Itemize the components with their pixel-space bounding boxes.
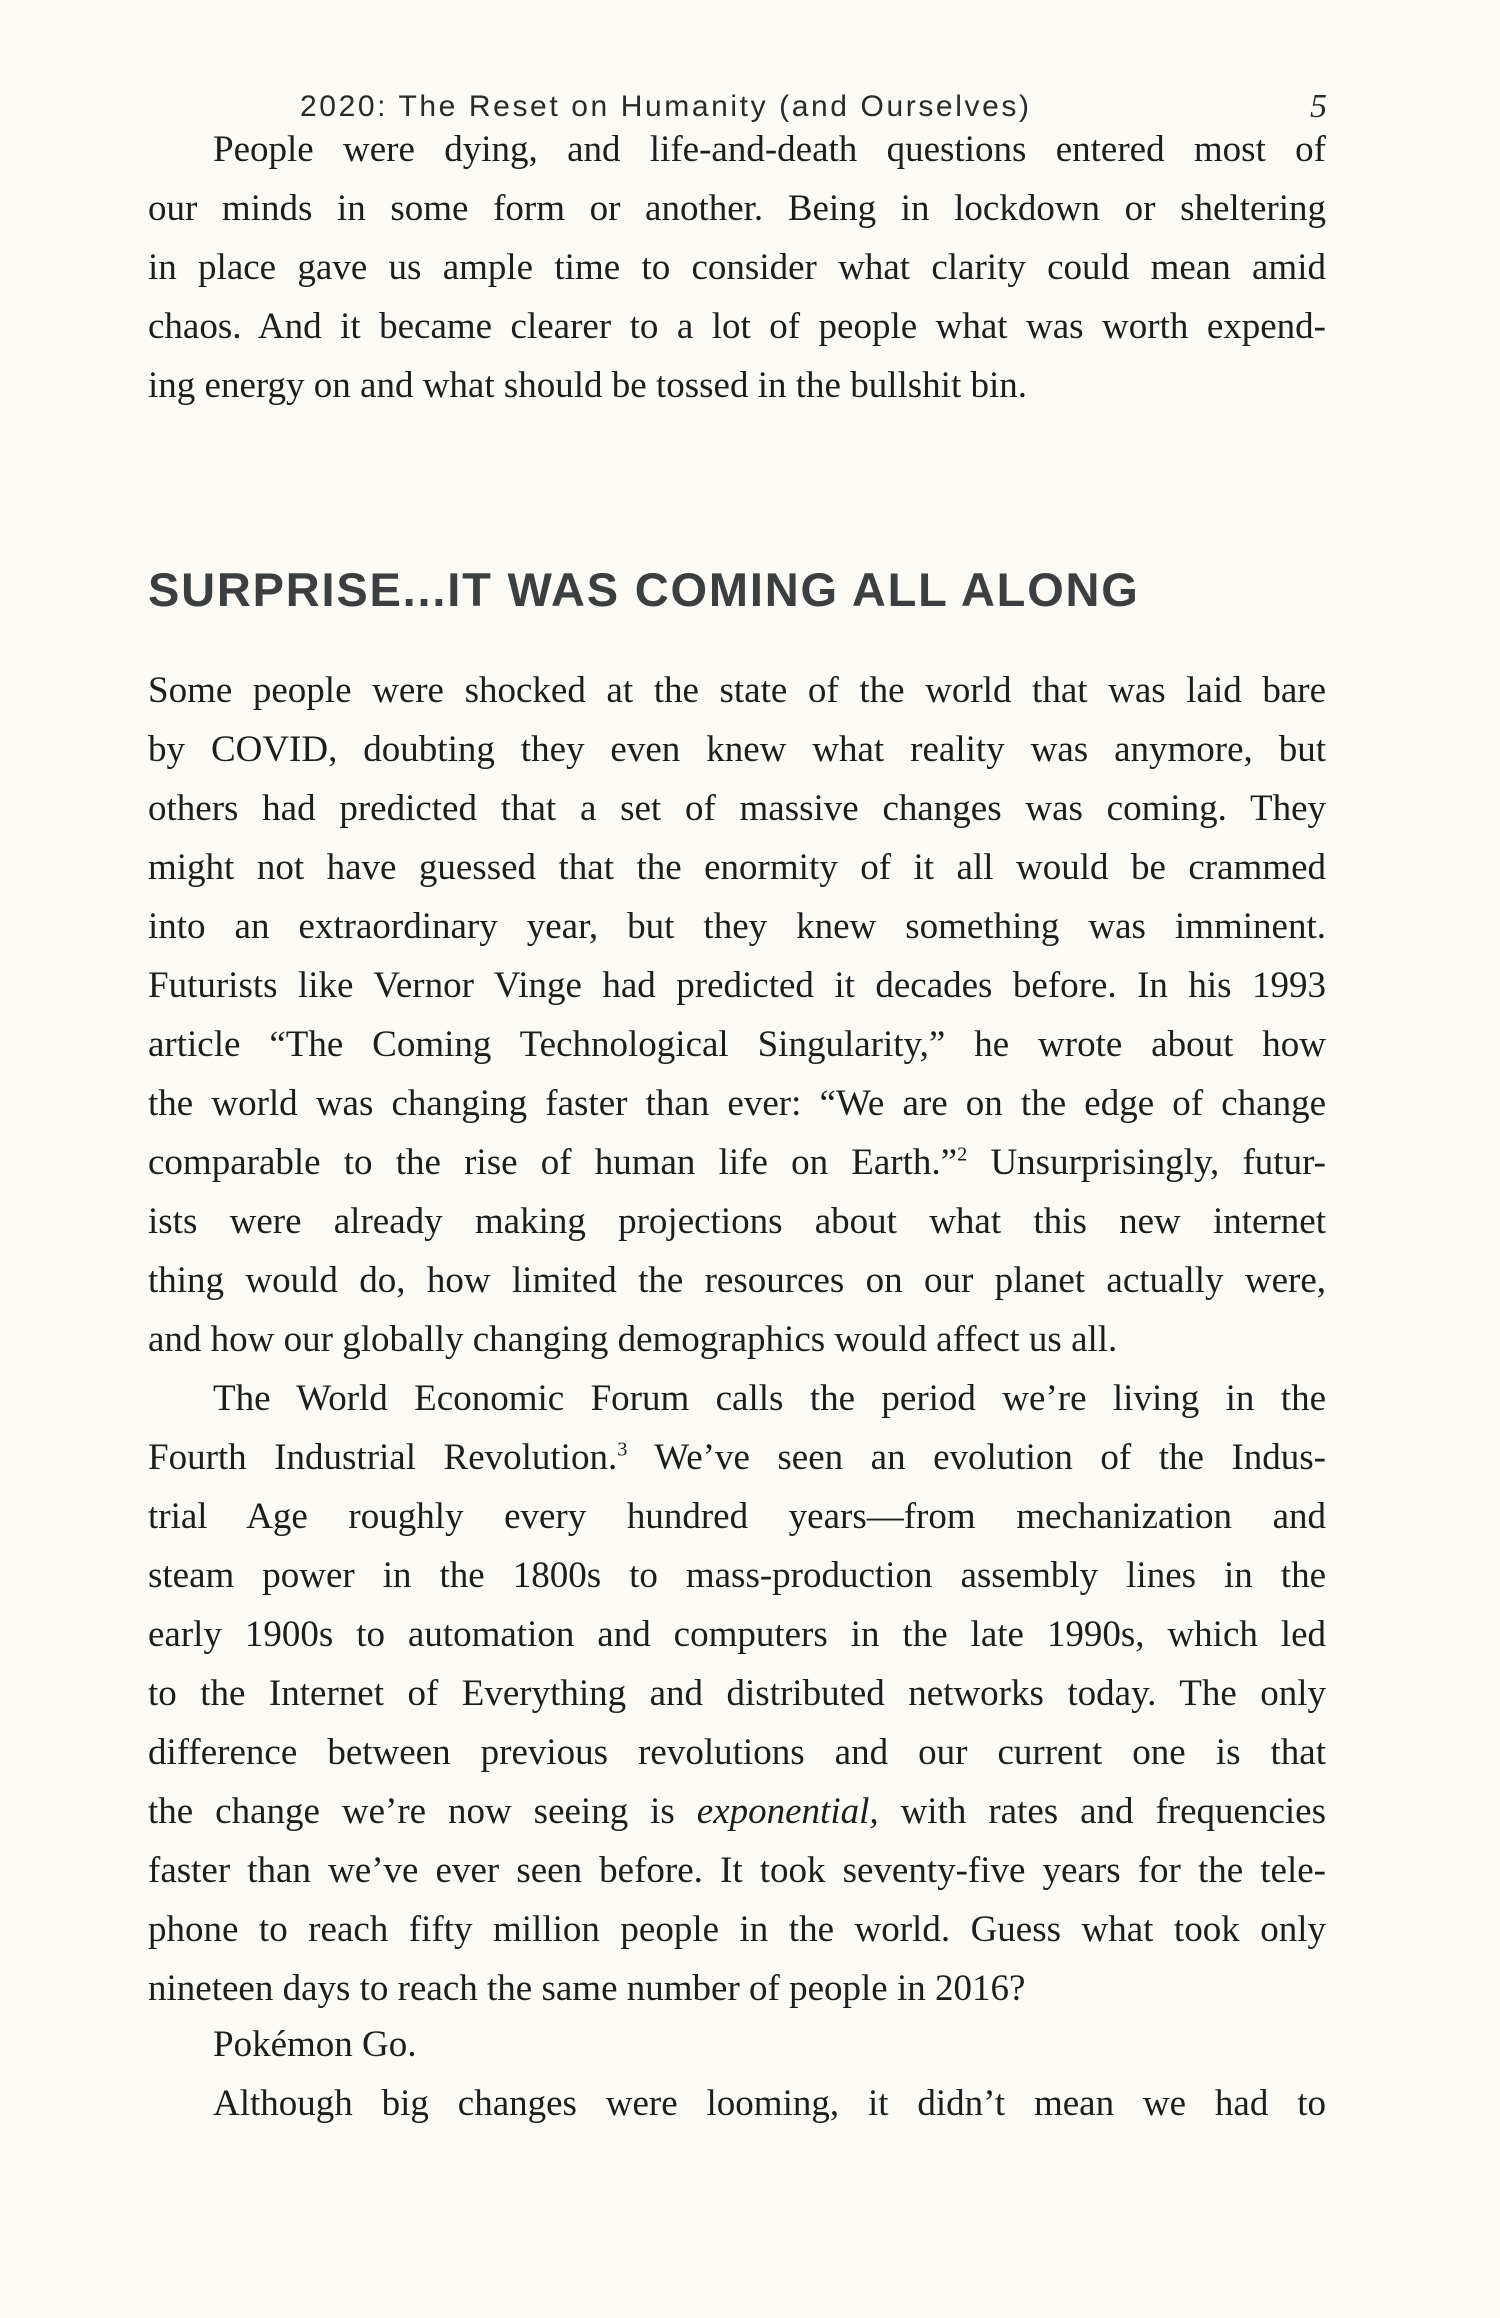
text-fragment: We’ve seen an evolution of the Indus-: [627, 1437, 1326, 1478]
text-line: the world was changing faster than ever: “We are on the edge of change: [148, 1083, 1326, 1124]
paragraph-1: [148, 120, 1326, 415]
paragraph-5: [148, 2074, 1326, 2133]
text-line: Although big changes were looming, it didn’t mean we had to: [213, 2083, 1326, 2124]
text-line: [148, 1133, 1326, 1192]
text-line: The World Economic Forum calls the period we’re living in the: [213, 1378, 1326, 1419]
text-line: to the Internet of Everything and distributed networks today. The only: [148, 1673, 1326, 1714]
text-line: ing energy on and what should be tossed in the bullshit bin.: [148, 365, 1028, 406]
footnote-marker: 3: [617, 1438, 628, 1461]
text-line: might not have guessed that the enormity of it all would be crammed: [148, 847, 1326, 888]
text-line: Some people were shocked at the state of the world that was laid bare: [148, 670, 1326, 711]
text-fragment: with rates and frequencies: [878, 1791, 1326, 1832]
text-line: difference between previous revolutions and our current one is that: [148, 1732, 1326, 1773]
text-line: article “The Coming Technological Singularity,” he wrote about how: [148, 1024, 1326, 1065]
text-line: early 1900s to automation and computers in the late 1990s, which led: [148, 1614, 1326, 1655]
text-line: others had predicted that a set of massive changes was coming. They: [148, 788, 1326, 829]
page-number: 5: [1310, 88, 1327, 125]
text-line: by COVID, doubting they even knew what reality was anymore, but: [148, 729, 1326, 770]
text-line: Pokémon Go.: [213, 2024, 417, 2065]
text-line: thing would do, how limited the resources on our planet actually were,: [148, 1260, 1326, 1301]
text-line: chaos. And it became clearer to a lot of people what was worth expend-: [148, 306, 1326, 347]
text-line: [148, 1782, 1326, 1841]
text-fragment: the change we’re now seeing is: [148, 1791, 697, 1832]
paragraph-4: [148, 2015, 1326, 2074]
paragraph-2: [148, 661, 1326, 1369]
text-line: [148, 1428, 1326, 1487]
text-line: faster than we’ve ever seen before. It took seventy-five years for the tele-: [148, 1850, 1326, 1891]
footnote-marker: 2: [957, 1143, 968, 1166]
paragraph-3: [148, 1369, 1326, 2018]
running-head: 2020: The Reset on Humanity (and Ourselves): [300, 90, 1032, 123]
text-fragment: Unsurprisingly, futur-: [967, 1142, 1326, 1183]
text-line: our minds in some form or another. Being in lockdown or sheltering: [148, 188, 1326, 229]
text-line: trial Age roughly every hundred years—from mechanization and: [148, 1496, 1326, 1537]
text-line: into an extraordinary year, but they knew something was imminent.: [148, 906, 1326, 947]
text-fragment: Fourth Industrial Revolution.: [148, 1437, 618, 1478]
text-line: in place gave us ample time to consider what clarity could mean amid: [148, 247, 1326, 288]
text-line: People were dying, and life-and-death questions entered most of: [213, 129, 1326, 170]
text-line: Futurists like Vernor Vinge had predicted it decades before. In his 1993: [148, 965, 1326, 1006]
text-line: ists were already making projections about what this new internet: [148, 1201, 1326, 1242]
text-line: phone to reach fifty million people in the world. Guess what took only: [148, 1909, 1326, 1950]
emphasis-word: exponential,: [696, 1791, 879, 1832]
text-line: and how our globally changing demographics would affect us all.: [148, 1319, 1118, 1360]
text-line: steam power in the 1800s to mass-production assembly lines in the: [148, 1555, 1326, 1596]
text-fragment: comparable to the rise of human life on Earth.”: [148, 1142, 958, 1183]
section-heading: SURPRISE...IT WAS COMING ALL ALONG: [148, 563, 1140, 616]
text-line: nineteen days to reach the same number of people in 2016?: [148, 1968, 1026, 2009]
